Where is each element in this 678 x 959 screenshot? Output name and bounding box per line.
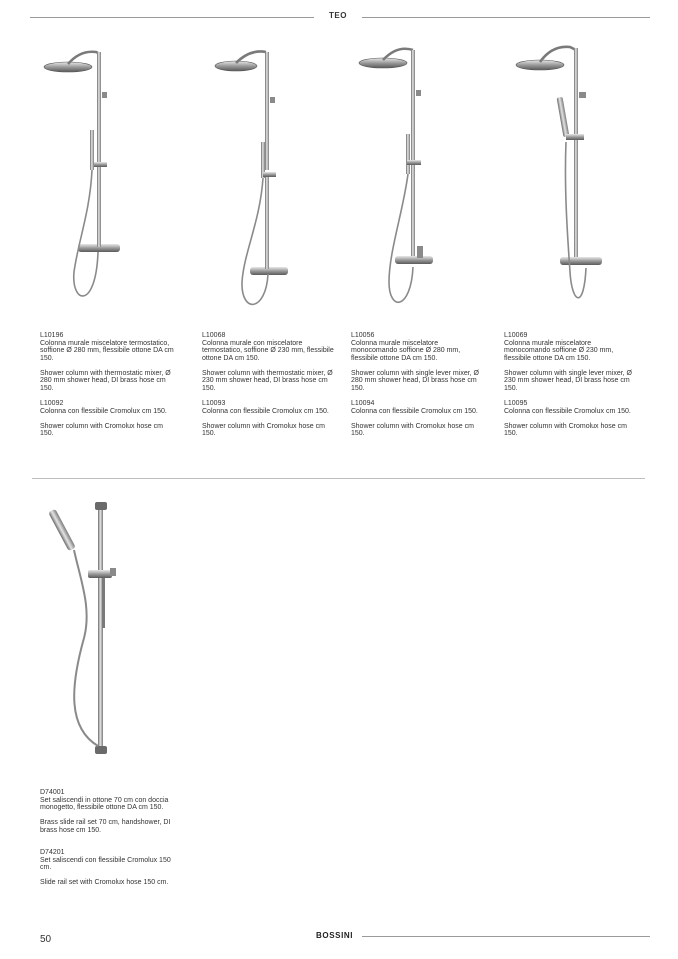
shower-column-image-l10056 — [355, 42, 445, 314]
product-description-en: Brass slide rail set 70 cm, handshower, DI brass hose cm 150. — [40, 819, 171, 834]
product-description-it: Colonna con flessibile Cromolux cm 150. — [202, 407, 329, 415]
footer-rule — [362, 936, 650, 937]
product-description-en: Shower column with thermostatic mixer, Ø 280 mm shower head, DI brass hose cm 150. — [40, 369, 171, 393]
product-description-it: Colonna murale miscelatore termostatico, soffione Ø 280 mm, flessibile ottone DA cm 150. — [40, 339, 174, 362]
product-description-en: Shower column with Cromolux hose cm 150. — [202, 422, 325, 438]
header-rule-right — [362, 17, 650, 18]
product-description-en: Shower column with Cromolux hose cm 150. — [351, 422, 474, 438]
product-description-it: Colonna con flessibile Cromolux cm 150. — [504, 407, 631, 415]
slide-rail-image-d74001 — [40, 498, 130, 766]
header-rule-left — [30, 17, 314, 18]
shower-column-image-l10069 — [512, 42, 602, 314]
product-description-it: Colonna con flessibile Cromolux cm 150. — [40, 407, 167, 415]
brand-logo: BOSSINI — [316, 931, 354, 940]
product-description-en: Slide rail set with Cromolux hose 150 cm. — [40, 879, 169, 887]
product-description-it: Colonna murale miscelatore monocomando soffione Ø 230 mm, flessibile ottone DA cm 150. — [504, 339, 614, 362]
product-description-it: Set saliscendi in ottone 70 cm con doccia monogetto, flessibile ottone DA cm 150. — [40, 796, 169, 812]
product-code: D74001 — [40, 789, 65, 796]
product-block-5 — [40, 789, 180, 894]
shower-column-image-l10196 — [40, 42, 130, 314]
page-number: 50 — [40, 934, 52, 945]
product-code: L10196 — [40, 332, 64, 339]
product-code: L10056 — [351, 332, 375, 339]
product-description-en: Shower column with Cromolux hose cm 150. — [504, 422, 627, 438]
section-divider — [32, 478, 645, 479]
product-code: L10069 — [504, 332, 528, 339]
product-description-en: Shower column with Cromolux hose cm 150. — [40, 422, 163, 438]
product-code: L10093 — [202, 400, 226, 408]
product-description-en: Shower column with thermostatic mixer, Ø 230 mm shower head, DI brass hose cm 150. — [202, 369, 333, 393]
shower-column-image-l10068 — [208, 42, 298, 314]
product-code: L10094 — [351, 400, 375, 408]
product-block-1 — [40, 332, 175, 446]
product-description-it: Colonna murale miscelatore monocomando soffione Ø 280 mm, flessibile ottone DA cm 150. — [351, 339, 461, 362]
product-description-it: Colonna murale con miscelatore termostatico, soffione Ø 230 mm, flessibile ottone DA cm 150. — [202, 339, 334, 362]
product-description-it: Set saliscendi con flessibile Cromolux 150 cm. — [40, 856, 171, 872]
product-code: D74201 — [40, 848, 65, 856]
product-block-3 — [351, 332, 486, 446]
product-description-en: Shower column with single lever mixer, Ø 280 mm shower head, DI brass hose cm 150. — [351, 369, 479, 393]
product-block-4 — [504, 332, 639, 446]
product-code: L10095 — [504, 400, 528, 408]
page-section-title: TEO — [329, 11, 347, 20]
product-block-2 — [202, 332, 337, 446]
product-code: L10068 — [202, 332, 226, 339]
product-description-it: Colonna con flessibile Cromolux cm 150. — [351, 407, 478, 415]
product-description-en: Shower column with single lever mixer, Ø 230 mm shower head, DI brass hose cm 150. — [504, 369, 632, 393]
product-code: L10092 — [40, 400, 64, 408]
